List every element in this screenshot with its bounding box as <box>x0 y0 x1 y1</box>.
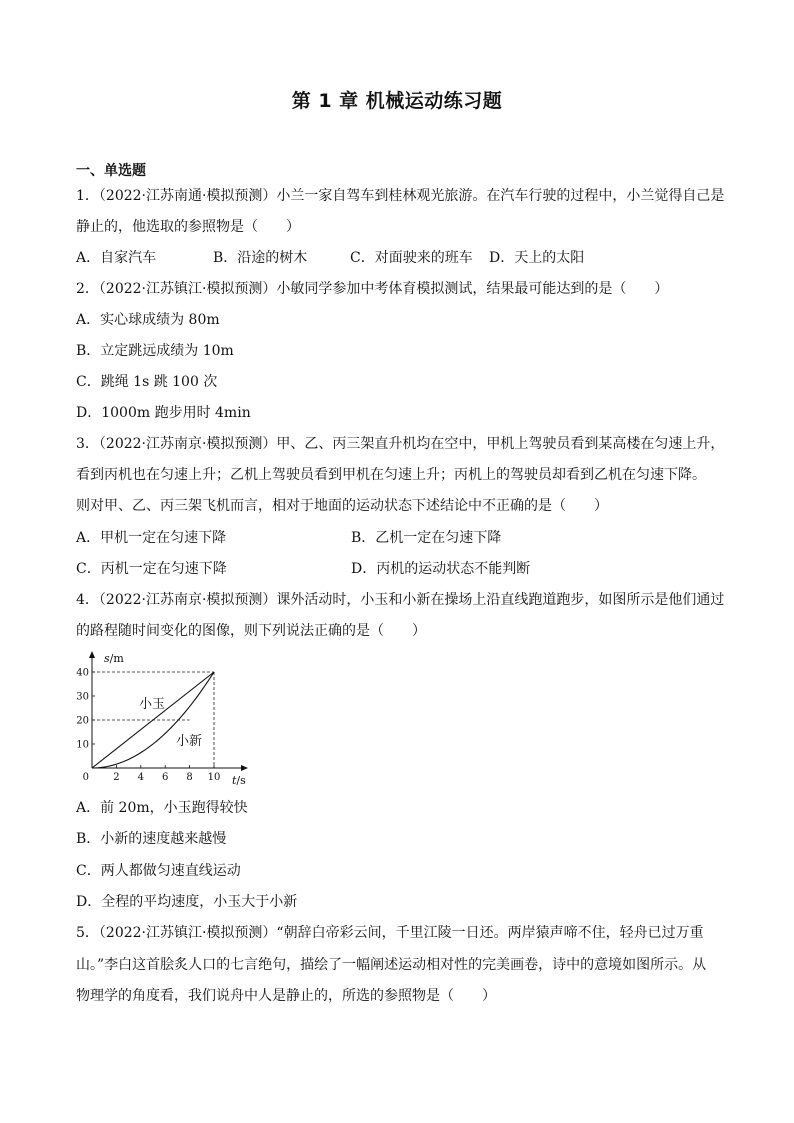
q3-option-d: D．丙机的运动状态不能判断 <box>351 561 531 577</box>
y-tick-label-10: 10 <box>76 739 89 751</box>
x-tick-label-10: 10 <box>207 772 221 783</box>
page-title: 第 1 章 机械运动练习题 <box>291 90 503 112</box>
y-tick-label-20: 20 <box>76 715 89 727</box>
q1-option-d: D．天上的太阳 <box>489 250 585 266</box>
q1-option-b: B．沿途的树木 <box>213 250 308 266</box>
q3-line-1: 3．（2022·江苏南京·模拟预测）甲、乙、丙三架直升机均在空中，甲机上驾驶员看到某高楼在匀速上升， <box>76 436 725 452</box>
q3-option-c: C．丙机一定在匀速下降 <box>76 561 227 577</box>
x-tick-label-2: 2 <box>113 772 120 783</box>
q4-option-d: D．全程的平均速度，小玉大于小新 <box>76 894 298 910</box>
series-line-xiaoyu <box>92 672 214 768</box>
q2-line-1: 2．（2022·江苏镇江·模拟预测）小敏同学参加中考体育模拟测试，结果最可能达到的是（ ） <box>76 281 669 297</box>
section-heading: 一、单选题 <box>76 163 146 179</box>
q1-option-a: A．自家汽车 <box>76 250 157 266</box>
y-tick-label-40: 40 <box>76 667 89 679</box>
q3-option-b: B．乙机一定在匀速下降 <box>351 530 502 546</box>
origin-label: 0 <box>82 772 89 783</box>
q1-line-2: 静止的，他选取的参照物是（ ） <box>76 219 300 235</box>
series-label-xiaoyu: 小玉 <box>139 697 166 712</box>
distance-time-graph <box>76 650 266 785</box>
q5-line-2: 山。”李白这首脍炙人口的七言绝句，描绘了一幅阐述运动相对性的完美画卷，诗中的意境如图所示。从 <box>76 957 707 973</box>
x-axis-arrow <box>241 765 248 771</box>
q2-option-d: D．1000m 跑步用时 4min <box>76 405 251 421</box>
q3-option-a: A．甲机一定在匀速下降 <box>76 530 227 546</box>
q4-line-1: 4．（2022·江苏南京·模拟预测）课外活动时，小玉和小新在操场上沿直线跑道跑步，如图所示是他们通过 <box>76 592 725 608</box>
x-tick-label-4: 4 <box>137 772 144 783</box>
q2-option-c: C．跳绳 1s 跳 100 次 <box>76 374 218 390</box>
q4-option-a: A．前 20m，小玉跑得较快 <box>76 800 248 816</box>
q5-line-1: 5．（2022·江苏镇江·模拟预测）“朝辞白帝彩云间，千里江陵一日还。两岸猿声啼不住，轻舟已过万重 <box>76 925 704 941</box>
x-tick-label-6: 6 <box>162 772 169 783</box>
y-axis-arrow <box>89 651 95 658</box>
y-tick-label-30: 30 <box>76 691 89 703</box>
q4-option-b: B．小新的速度越来越慢 <box>76 831 227 847</box>
q4-line-2: 的路程随时间变化的图像，则下列说法正确的是（ ） <box>76 623 426 639</box>
q1-line-1: 1．（2022·江苏南通·模拟预测）小兰一家自驾车到桂林观光旅游。在汽车行驶的过程中，小兰觉得自己是 <box>76 188 725 204</box>
q2-option-a: A．实心球成绩为 80m <box>76 312 220 328</box>
q2-option-b: B．立定跳远成绩为 10m <box>76 343 234 359</box>
q5-line-3: 物理学的角度看，我们说舟中人是静止的，所选的参照物是（ ） <box>76 988 496 1004</box>
x-tick-label-8: 8 <box>186 772 193 783</box>
q1-option-c: C．对面驶来的班车 <box>350 250 473 266</box>
x-axis-label: t/s <box>232 774 246 785</box>
q3-line-2: 看到丙机也在匀速上升；乙机上驾驶员看到甲机在匀速上升；丙机上的驾驶员却看到乙机在匀速下降。 <box>76 467 706 483</box>
q3-line-3: 则对甲、乙、丙三架飞机而言，相对于地面的运动状态下述结论中不正确的是（ ） <box>76 498 608 514</box>
series-label-xiaoxin: 小新 <box>176 734 203 749</box>
y-axis-label: s/m <box>104 652 124 665</box>
q4-option-c: C．两人都做匀速直线运动 <box>76 863 241 879</box>
